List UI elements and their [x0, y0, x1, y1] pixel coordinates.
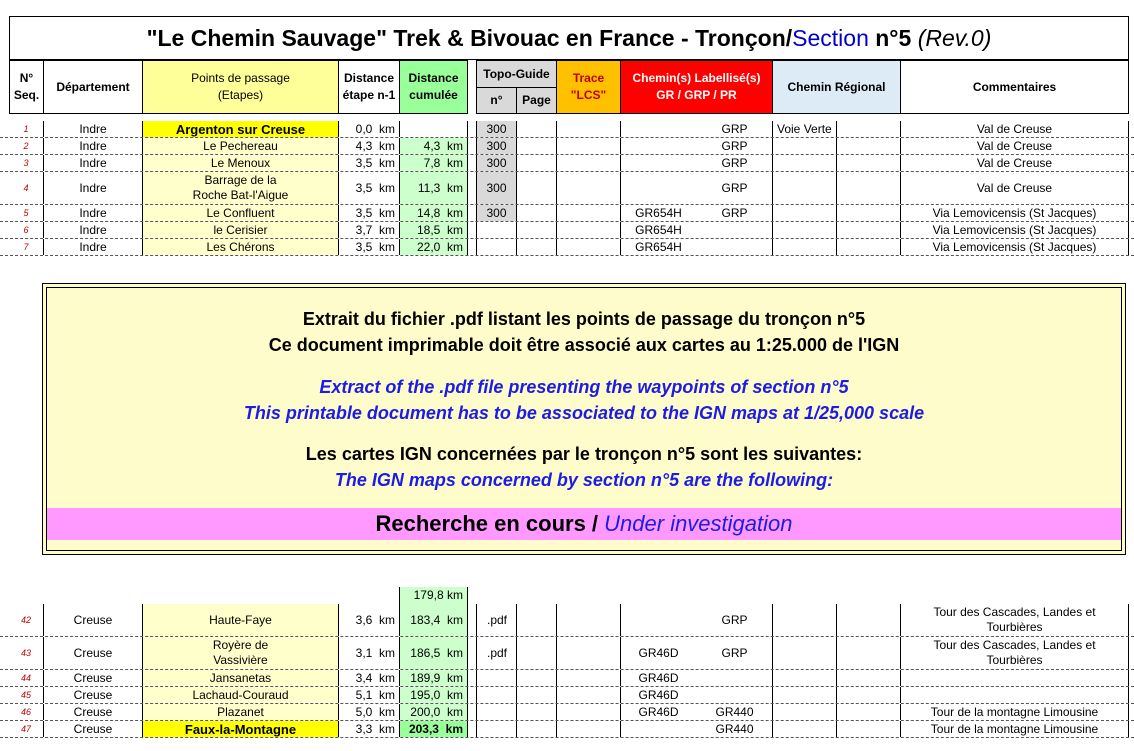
- row-distance-etape: 3,3 km: [338, 721, 399, 737]
- table-row: [0, 704, 1134, 720]
- row-separator: [0, 255, 1134, 256]
- row-point: Les Chérons: [142, 239, 338, 255]
- research-en: Under investigation: [604, 511, 793, 536]
- row-departement: Indre: [43, 222, 142, 238]
- row-departement: Indre: [43, 205, 142, 221]
- row-topo-num: [476, 222, 516, 238]
- row-distance-etape: 0,0 km: [338, 121, 399, 137]
- row-topo-page: [516, 155, 556, 171]
- row-regional-2: [836, 637, 900, 669]
- row-point: Barrage de la Roche Bat-l'Aigue: [142, 172, 338, 204]
- row-grp: [696, 687, 773, 703]
- row-gr: GR46D: [620, 704, 696, 720]
- header-regional: Chemin Régional: [772, 60, 901, 114]
- row-point: Haute-Faye: [142, 604, 338, 636]
- research-fr: Recherche en cours /: [375, 511, 605, 536]
- row-seq: 5: [23, 207, 29, 218]
- row-seq: 1: [23, 123, 29, 134]
- row-point: Le Confluent: [142, 205, 338, 221]
- row-point: Faux-la-Montagne: [142, 721, 338, 737]
- row-gr: [620, 604, 696, 636]
- row-regional: [772, 637, 836, 669]
- row-regional: [772, 155, 836, 171]
- row-regional: [772, 239, 836, 255]
- row-seq: 44: [20, 672, 31, 683]
- row-regional: [772, 604, 836, 636]
- row-topo-page: [516, 704, 556, 720]
- row-distance-etape: 5,0 km: [338, 704, 399, 720]
- row-distance-etape: 3,1 km: [338, 637, 399, 669]
- row-regional: [772, 704, 836, 720]
- row-topo-page: [516, 138, 556, 154]
- row-regional: [772, 172, 836, 204]
- row-point: Le Menoux: [142, 155, 338, 171]
- row-comment: [900, 687, 1129, 703]
- row-trace: [556, 604, 620, 636]
- row-topo-num: [476, 721, 516, 737]
- row-grp: GRP: [721, 205, 748, 220]
- row-topo-page: [516, 172, 556, 204]
- table-row: [0, 172, 1134, 204]
- row-comment: Tour de la montagne Limousine: [900, 721, 1129, 737]
- row-regional: Voie Verte: [772, 121, 836, 137]
- row-topo-num: 300: [476, 138, 516, 154]
- row-distance-cumulee: 4,3 km: [399, 138, 468, 154]
- row-seq: 6: [23, 224, 29, 235]
- row-comment: Via Lemovicensis (St Jacques): [900, 239, 1129, 255]
- header-topo-guide: Topo-Guide: [476, 60, 557, 88]
- row-gr: GR654H: [620, 222, 696, 238]
- row-point: Royère de Vassivière: [142, 637, 338, 669]
- row-regional-2: [836, 604, 900, 636]
- row-seq: 45: [20, 689, 31, 700]
- row-distance-etape: 3,6 km: [338, 604, 399, 636]
- info-line-fr-1: Extrait du fichier .pdf listant les points de passage du tronçon n°5: [302, 309, 866, 329]
- row-distance-cumulee: 7,8 km: [399, 155, 468, 171]
- row-topo-page: [516, 670, 556, 686]
- row-distance-etape: 3,5 km: [338, 155, 399, 171]
- row-seq: 47: [20, 723, 31, 734]
- row-point: Plazanet: [142, 704, 338, 720]
- info-box: [42, 283, 1126, 555]
- row-departement: Creuse: [43, 670, 142, 686]
- row-grp: GRP: [721, 121, 748, 136]
- page-title: [9, 16, 1129, 60]
- row-distance-cumulee: 18,5 km: [399, 222, 468, 238]
- row-topo-page: [516, 239, 556, 255]
- row-trace: [556, 637, 620, 669]
- table-row: [0, 205, 1134, 221]
- row-distance-etape: 5,1 km: [338, 687, 399, 703]
- row-separator: [0, 737, 1134, 738]
- table-row: [0, 239, 1134, 255]
- table-row: [0, 222, 1134, 238]
- row-distance-cumulee: 11,3 km: [399, 172, 468, 204]
- info-line-en-2: This printable document has to be associated to the IGN maps at 1/25,000 scale: [243, 403, 925, 423]
- row-grp: GRP: [721, 645, 748, 660]
- info-line-en-1: Extract of the .pdf file presenting the waypoints of section n°5: [319, 377, 849, 397]
- row-comment: Via Lemovicensis (St Jacques): [900, 205, 1129, 221]
- row-topo-num: .pdf: [476, 604, 516, 636]
- title-number: n°5: [868, 25, 918, 51]
- row-trace: [556, 687, 620, 703]
- row-grp: GRP: [721, 138, 748, 153]
- row-regional: [772, 687, 836, 703]
- row-distance-cumulee: 195,0 km: [399, 687, 468, 703]
- row-gr: [620, 721, 696, 737]
- row-seq: 43: [20, 647, 31, 658]
- row-point: Le Pechereau: [142, 138, 338, 154]
- table-row: [0, 155, 1134, 171]
- row-trace: [556, 670, 620, 686]
- title-revision: (Rev.0): [917, 25, 992, 51]
- row-departement: Creuse: [43, 604, 142, 636]
- row-departement: Creuse: [43, 721, 142, 737]
- row-topo-page: [516, 637, 556, 669]
- row-point: Jansanetas: [142, 670, 338, 686]
- header-distance-cumulee: Distance cumulée: [399, 60, 468, 114]
- row-comment: Val de Creuse: [900, 121, 1129, 137]
- row-regional-2: [836, 155, 900, 171]
- row-regional: [772, 670, 836, 686]
- row-departement: Indre: [43, 121, 142, 137]
- row-regional-2: [836, 222, 900, 238]
- header-topo-page: Page: [516, 87, 557, 114]
- header-trace: Trace "LCS": [556, 60, 621, 114]
- row-distance-etape: 4,3 km: [338, 138, 399, 154]
- row-trace: [556, 138, 620, 154]
- header-distance-etape: Distance étape n-1: [338, 60, 400, 114]
- row-topo-num: .pdf: [476, 637, 516, 669]
- row-topo-page: [516, 121, 556, 137]
- title-main: "Le Chemin Sauvage" Trek & Bivouac en France - Tronçon/: [146, 25, 793, 51]
- table-row: [0, 604, 1134, 636]
- row-departement: Creuse: [43, 637, 142, 669]
- row-regional-2: [836, 704, 900, 720]
- row-distance-etape: 3,7 km: [338, 222, 399, 238]
- row-trace: [556, 155, 620, 171]
- row-grp: [696, 670, 773, 686]
- row-comment: Via Lemovicensis (St Jacques): [900, 222, 1129, 238]
- research-banner: [47, 508, 1121, 540]
- header-topo-num: n°: [476, 87, 517, 114]
- row-regional: [772, 205, 836, 221]
- row-trace: [556, 222, 620, 238]
- row-topo-num: 300: [476, 172, 516, 204]
- row-comment: Tour des Cascades, Landes et Tourbières: [900, 604, 1129, 636]
- table-row: [0, 138, 1134, 154]
- row-gr: [620, 155, 696, 171]
- row-gr: GR46D: [620, 670, 696, 686]
- title-section: Section: [792, 25, 869, 51]
- row-regional-2: [836, 670, 900, 686]
- header-points: Points de passage (Etapes): [142, 60, 339, 114]
- row-departement: Indre: [43, 239, 142, 255]
- header-seq: N° Seq.: [9, 60, 44, 114]
- row-seq: 3: [23, 157, 29, 168]
- table-row: [0, 721, 1134, 737]
- row-departement: Indre: [43, 138, 142, 154]
- row-trace: [556, 721, 620, 737]
- table-row: [0, 121, 1134, 137]
- row-comment: Val de Creuse: [900, 138, 1129, 154]
- row-gr: GR654H: [620, 239, 696, 255]
- row-seq: 46: [20, 706, 31, 717]
- row-distance-etape: 3,4 km: [338, 670, 399, 686]
- row-grp: GR440: [715, 721, 754, 736]
- row-distance-cumulee: 189,9 km: [399, 670, 468, 686]
- info-line-fr-2: Ce document imprimable doit être associé aux cartes au 1:25.000 de l'IGN: [268, 335, 900, 355]
- row-topo-num: 300: [476, 155, 516, 171]
- info-box-inner: [46, 287, 1122, 551]
- row-distance-cumulee: 14,8 km: [399, 205, 468, 221]
- row-point: le Cerisier: [142, 222, 338, 238]
- row-seq: 4: [23, 182, 29, 193]
- row-trace: [556, 239, 620, 255]
- row-regional-2: [836, 121, 900, 137]
- table-row: [0, 637, 1134, 669]
- row-distance-cumulee: 183,4 km: [399, 604, 468, 636]
- row-point: Argenton sur Creuse: [142, 121, 338, 137]
- row-topo-num: [476, 704, 516, 720]
- row-departement: Creuse: [43, 704, 142, 720]
- row-topo-num: [476, 239, 516, 255]
- row-distance-cumulee: 203,3 km: [399, 721, 468, 737]
- row-topo-page: [516, 721, 556, 737]
- row-topo-num: [476, 687, 516, 703]
- table-row: [0, 687, 1134, 703]
- row-distance-etape: 3,5 km: [338, 172, 399, 204]
- row-departement: Indre: [43, 172, 142, 204]
- row-regional-2: [836, 239, 900, 255]
- info-maps-fr: Les cartes IGN concernées par le tronçon n°5 sont les suivantes:: [305, 444, 863, 464]
- row-gr: GR46D: [620, 637, 696, 669]
- row-gr: GR46D: [620, 687, 696, 703]
- row-grp: [696, 239, 773, 255]
- row-gr: [620, 172, 696, 204]
- row-regional-2: [836, 721, 900, 737]
- row-trace: [556, 704, 620, 720]
- row-topo-num: 300: [476, 205, 516, 221]
- row-distance-cumulee: [399, 121, 468, 137]
- row-regional: [772, 138, 836, 154]
- header-commentaires: Commentaires: [900, 60, 1129, 114]
- row-distance-cumulee: 22,0 km: [399, 239, 468, 255]
- row-distance-etape: 3,5 km: [338, 205, 399, 221]
- row-regional-2: [836, 205, 900, 221]
- row-distance-cumulee: 200,0 km: [399, 704, 468, 720]
- row-regional-2: [836, 687, 900, 703]
- row-comment: [900, 670, 1129, 686]
- row-regional: [772, 721, 836, 737]
- header-labellise: Chemin(s) Labellisé(s) GR / GRP / PR: [620, 60, 773, 114]
- row-distance-etape: 3,5 km: [338, 239, 399, 255]
- row-topo-num: 300: [476, 121, 516, 137]
- row-seq: 2: [23, 140, 29, 151]
- row-topo-page: [516, 604, 556, 636]
- row-seq: 42: [20, 614, 31, 625]
- carry-over-cumul: 179,8 km: [399, 587, 468, 604]
- row-comment: Val de Creuse: [900, 155, 1129, 171]
- row-regional: [772, 222, 836, 238]
- carry-over-row: [0, 587, 1134, 604]
- row-comment: Tour des Cascades, Landes et Tourbières: [900, 637, 1129, 669]
- row-topo-page: [516, 687, 556, 703]
- row-grp: GRP: [721, 155, 748, 170]
- row-gr: [620, 138, 696, 154]
- table-row: [0, 670, 1134, 686]
- row-point: Lachaud-Couraud: [142, 687, 338, 703]
- row-topo-page: [516, 205, 556, 221]
- row-comment: Val de Creuse: [900, 172, 1129, 204]
- row-regional-2: [836, 138, 900, 154]
- row-trace: [556, 205, 620, 221]
- row-trace: [556, 121, 620, 137]
- row-seq: 7: [23, 241, 29, 252]
- row-departement: Indre: [43, 155, 142, 171]
- row-gr: [620, 121, 696, 137]
- row-comment: Tour de la montagne Limousine: [900, 704, 1129, 720]
- row-distance-cumulee: 186,5 km: [399, 637, 468, 669]
- row-gr: GR654H: [620, 205, 696, 221]
- row-grp: GRP: [721, 180, 748, 195]
- row-grp: GR440: [715, 704, 754, 719]
- row-departement: Creuse: [43, 687, 142, 703]
- row-topo-num: [476, 670, 516, 686]
- row-topo-page: [516, 222, 556, 238]
- row-grp: [696, 222, 773, 238]
- row-regional-2: [836, 172, 900, 204]
- header-departement: Département: [43, 60, 143, 114]
- row-trace: [556, 172, 620, 204]
- row-grp: GRP: [721, 612, 748, 627]
- info-maps-en: The IGN maps concerned by section n°5 are the following:: [334, 470, 834, 490]
